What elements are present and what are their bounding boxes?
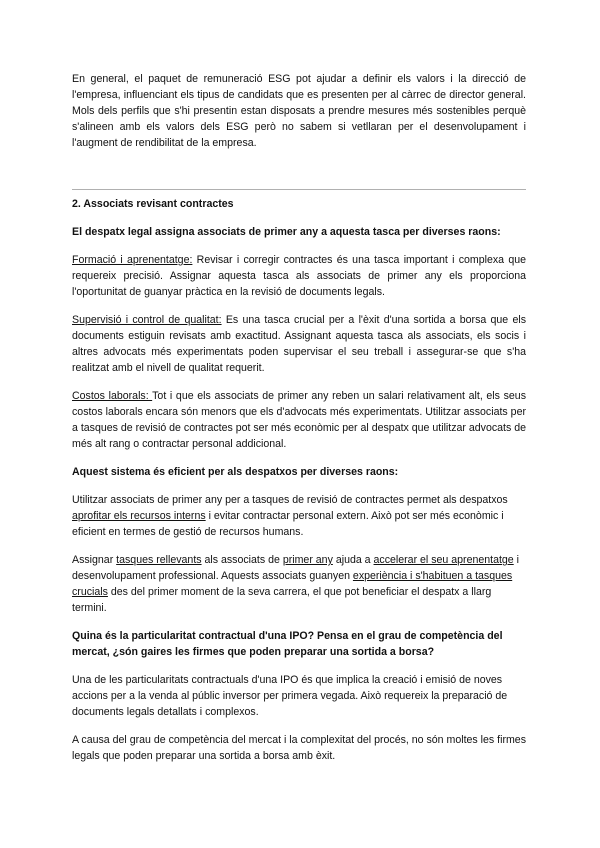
underlined-phrase: tasques rellevants xyxy=(116,554,202,566)
underlined-phrase: aprofitar els recursos interns xyxy=(72,510,206,522)
paragraph-esg-summary: En general, el paquet de remuneració ESG pot ajudar a definir els valors i la direcció de l'empresa, influenciant els tipus de candidats que es presenten per al càrrec de director general. Mols dels perfils que s'hi presentin estan disposats a prendre mesures més sostenibles perquè s'alineen amb els valors dels ESG però no sabem si vetllaran per el desenvolupament i l'augment de rendibilitat de la empresa. xyxy=(72,73,526,149)
label-training: Formació i aprenentatge: xyxy=(72,254,193,266)
paragraph-training xyxy=(72,252,526,300)
text-segment: Assignar xyxy=(72,554,117,566)
underlined-phrase: experiència i s'habituen a tasques crucials xyxy=(72,570,513,598)
text-costs: Tot i que els associats de primer any reben un salari relativament alt, els seus costos laborals encara són menors que els d'advocats més experimentats. Utilitzar associats per a tasques de revisió de contractes pot ser més econòmic per al despatx que utilitzar advocats de més alt rang o contractar personal addicional. xyxy=(72,390,527,450)
horizontal-rule xyxy=(72,189,526,190)
text-segment: ajuda a xyxy=(332,554,374,566)
label-costs: Costos laborals: xyxy=(72,390,153,402)
text-training: Revisar i corregir contractes és una tasca important i complexa que requereix precisió. Assignar aquesta tasca als associats de primer any els proporciona l'oportunitat de guanyar pràctica en la revisió de documents legals. xyxy=(72,254,526,298)
text-segment: i evitar contractar personal extern. Això pot ser més econòmic i eficient en termes de gestió de recursos humans. xyxy=(72,510,504,538)
underlined-phrase: accelerar el seu aprenentatge xyxy=(373,554,514,566)
paragraph-answer-1: Una de les particularitats contractuals d'una IPO és que implica la creació i emisió de noves accions per a la venda al públic inversor per primera vegada. Això requereix la preparació de documents legals detallats i complexos. xyxy=(72,674,508,718)
question-heading: Quina és la particularitat contractual d'una IPO? Pensa en el grau de competència del mercat, ¿són gaires les firmes que poden preparar una sortida a borsa? xyxy=(72,630,503,658)
paragraph-efficiency-1 xyxy=(72,492,526,540)
underlined-phrase: primer any xyxy=(282,554,333,566)
text-segment: als associats de xyxy=(201,554,283,566)
section-heading: 2. Associats revisant contractes xyxy=(72,198,234,210)
subheading-reasons: El despatx legal assigna associats de primer any a aquesta tasca per diverses raons: xyxy=(72,226,501,238)
text-segment: i desenvolupament professional. Aquests associats guanyen xyxy=(72,554,519,582)
text-segment: Utilitzar associats de primer any per a tasques de revisió de contractes permet als despatxos xyxy=(72,494,508,506)
paragraph-supervision xyxy=(72,312,526,376)
label-supervision: Supervisió i control de qualitat: xyxy=(72,314,222,326)
subheading-efficient: Aquest sistema és eficient per als despatxos per diverses raons: xyxy=(72,466,399,478)
paragraph-efficiency-2 xyxy=(72,552,526,616)
paragraph-costs xyxy=(72,388,526,452)
paragraph-answer-2: A causa del grau de competència del mercat i la complexitat del procés, no són moltes les firmes legals que poden preparar una sortida a borsa amb èxit. xyxy=(72,734,526,762)
document-body xyxy=(72,71,526,764)
text-segment: des del primer moment de la seva carrera, el que pot beneficiar el despatx a llarg termini. xyxy=(72,586,492,614)
text-supervision: Es una tasca crucial per a l'èxit d'una sortida a borsa que els documents estiguin revisats amb exactitud. Assignant aquesta tasca als associats, els socis i altres advocats més experimentats poden supervisar el seu treball i assegurar-se que s'ha realitzat amb el nivell de qualitat requerit. xyxy=(72,314,527,374)
